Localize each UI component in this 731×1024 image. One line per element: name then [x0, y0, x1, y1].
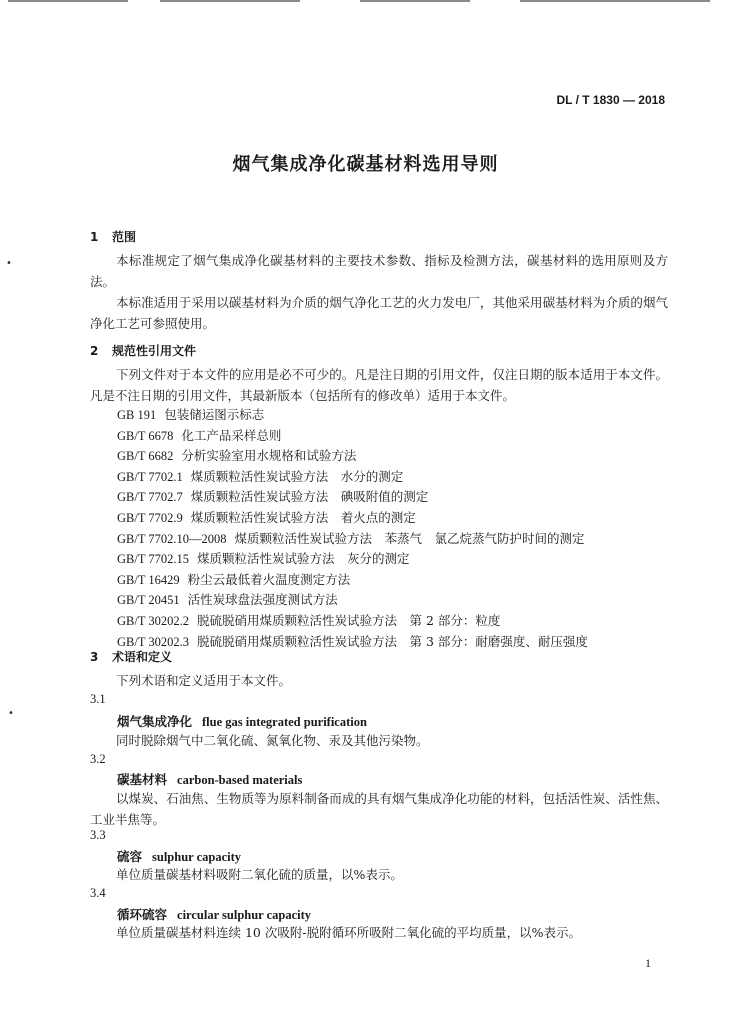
section-title: 范围 [112, 230, 137, 244]
section-number: 3 [90, 650, 99, 664]
paragraph: 下列文件对于本文件的应用是必不可少的。凡是注日期的引用文件，仅注日期的版本适用于本文件。凡是不注日期的引用文件，其最新版本（包括所有的修改单）适用于本文件。 [90, 367, 668, 403]
reference-item [117, 611, 588, 632]
reference-item [117, 467, 588, 488]
term-zh: 烟气集成净化 [117, 714, 193, 729]
reference-item [117, 570, 588, 591]
section-number: 1 [90, 230, 99, 244]
term-zh: 循环硫容 [117, 907, 168, 922]
term-number: 3.1 [90, 692, 106, 706]
term-zh: 碳基材料 [117, 772, 168, 787]
reference-title: 活性炭球盘法强度测试方法 [187, 592, 338, 608]
document-title: 烟气集成净化碳基材料选用导则 [232, 154, 499, 175]
reference-list [117, 405, 588, 652]
term-en: sulphur capacity [152, 850, 242, 864]
scan-edge [0, 0, 731, 3]
term-en: carbon-based materials [177, 773, 303, 787]
reference-title: 煤质颗粒活性炭试验方法 苯蒸气 氯乙烷蒸气防护时间的测定 [234, 530, 585, 546]
term-number: 3.2 [90, 752, 106, 766]
section-heading-normative [90, 342, 196, 359]
reference-item [117, 405, 588, 426]
term-en: flue gas integrated purification [202, 715, 367, 729]
term-number: 3.3 [90, 828, 106, 842]
term-number: 3.4 [90, 886, 106, 900]
reference-code: GB/T 30202.2 [117, 613, 189, 628]
term-definition: 单位质量碳基材料吸附二氧化硫的质量，以%表示。 [116, 867, 403, 882]
section-title: 规范性引用文件 [112, 344, 197, 358]
term-definition: 同时脱除烟气中二氧化硫、氮氧化物、汞及其他污染物。 [116, 733, 429, 748]
reference-code: GB/T 16429 [117, 572, 180, 587]
reference-item [117, 549, 588, 570]
reference-code: GB/T 6682 [117, 449, 174, 464]
reference-item [117, 426, 588, 447]
paragraph: 下列术语和定义适用于本文件。 [116, 673, 292, 688]
reference-code: GB/T 7702.7 [117, 490, 183, 505]
reference-title: 粉尘云最低着火温度测定方法 [187, 571, 351, 587]
section-heading-scope [90, 228, 136, 245]
reference-code: GB/T 7702.9 [117, 510, 183, 525]
reference-code: GB/T 6678 [117, 428, 174, 443]
term-heading [117, 847, 241, 865]
reference-title: 煤质颗粒活性炭试验方法 水分的测定 [190, 468, 404, 484]
section-title: 术语和定义 [112, 650, 173, 664]
reference-title: 包装储运图示标志 [164, 407, 265, 422]
reference-item [117, 590, 588, 611]
term-zh: 硫容 [117, 849, 143, 864]
reference-code: GB/T 20451 [117, 593, 180, 608]
reference-title: 煤质颗粒活性炭试验方法 灰分的测定 [197, 551, 410, 567]
reference-title: 脱硫脱硝用煤质颗粒活性炭试验方法 第 3 部分：耐磨强度、耐压强度 [197, 633, 588, 649]
term-definition: 以煤炭、石油焦、生物质等为原料制备而成的具有烟气集成净化功能的材料，包括活性炭、活性焦、工业半焦等。 [90, 791, 668, 827]
section-number: 2 [90, 344, 99, 358]
reference-item [117, 632, 588, 653]
reference-item [117, 487, 588, 508]
page-number: 1 [645, 956, 651, 970]
reference-code: GB/T 7702.1 [117, 469, 183, 484]
reference-title: 煤质颗粒活性炭试验方法 着火点的测定 [190, 509, 416, 525]
scan-dot: • [6, 258, 12, 269]
term-definition: 单位质量碳基材料连续 10 次吸附-脱附循环所吸附二氧化硫的平均质量，以%表示。 [116, 925, 581, 940]
reference-title: 煤质颗粒活性炭试验方法 碘吸附值的测定 [190, 489, 429, 505]
term-heading [117, 770, 302, 788]
paragraph: 本标准适用于采用以碳基材料为介质的烟气净化工艺的火力发电厂，其他采用碳基材料为介质的烟气净化工艺可参照使用。 [90, 295, 668, 331]
reference-item [117, 508, 588, 529]
standard-code: DL / T 1830 — 2018 [556, 93, 665, 107]
reference-item [117, 446, 588, 467]
paragraph: 本标准规定了烟气集成净化碳基材料的主要技术参数、指标及检测方法，碳基材料的选用原则及方法。 [90, 253, 668, 289]
reference-code: GB/T 7702.10—2008 [117, 531, 227, 546]
reference-title: 脱硫脱硝用煤质颗粒活性炭试验方法 第 2 部分：粒度 [197, 612, 501, 628]
reference-title: 分析实验室用水规格和试验方法 [181, 448, 357, 464]
reference-title: 化工产品采样总则 [181, 427, 282, 443]
term-heading [117, 712, 367, 730]
reference-code: GB 191 [117, 408, 157, 422]
scan-dot: • [8, 708, 14, 719]
reference-code: GB/T 7702.15 [117, 552, 189, 567]
reference-code: GB/T 30202.3 [117, 634, 189, 649]
reference-item [117, 529, 588, 550]
term-heading [117, 905, 311, 923]
section-heading-terms [90, 648, 172, 665]
term-en: circular sulphur capacity [177, 908, 312, 922]
